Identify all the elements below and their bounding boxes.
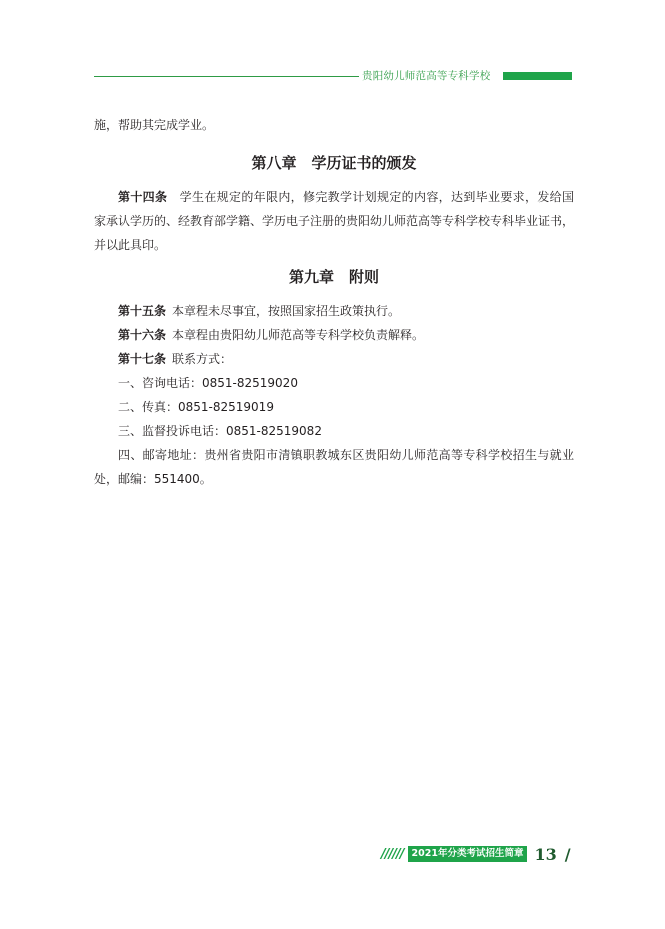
page-footer [381, 845, 571, 863]
header-accent-bar [503, 72, 572, 80]
footer-booklet-title: 2021年分类考试招生简章 [408, 846, 528, 862]
chapter-8-title: 第八章 学历证书的颁发 [251, 154, 417, 172]
contact-fax: 二、传真：0851-82519019 [118, 400, 274, 414]
article-15 [94, 299, 574, 323]
continuation-paragraph: 施，帮助其完成学业。 [94, 118, 215, 132]
contact-phone: 一、咨询电话：0851-82519020 [118, 376, 298, 390]
article-15-text: 本章程未尽事宜，按照国家招生政策执行。 [172, 304, 401, 318]
contact-complaint-phone: 三、监督投诉电话：0851-82519082 [118, 424, 322, 438]
article-14-label: 第十四条 [118, 190, 168, 204]
article-17-text: 联系方式： [172, 352, 233, 366]
article-14 [94, 185, 574, 257]
article-16 [94, 323, 574, 347]
article-14-text: 学生在规定的年限内，修完教学计划规定的内容，达到毕业要求，发给国家承认学历的、经教育部学籍、学历电子注册的贵阳幼儿师范高等专科学校专科毕业证书，并以此具印。 [94, 190, 575, 252]
page-number-slash: / [564, 844, 571, 864]
article-16-text: 本章程由贵阳幼儿师范高等专科学校负责解释。 [172, 328, 425, 342]
page-number: 13 [534, 844, 557, 864]
article-17-label: 第十七条 [118, 352, 167, 366]
footer-slash-decoration: ////// [381, 846, 404, 862]
article-17 [94, 347, 574, 371]
article-16-label: 第十六条 [118, 328, 167, 342]
chapter-9-title: 第九章 附则 [288, 268, 379, 286]
page-content [94, 113, 574, 491]
header-school-name: 贵阳幼儿师范高等专科学校 [362, 70, 491, 82]
contact-mailing-address: 四、邮寄地址：贵州省贵阳市清镇职教城东区贵阳幼儿师范高等专科学校招生与就业处，邮编：551400。 [94, 448, 574, 486]
article-15-label: 第十五条 [118, 304, 167, 318]
header-rule [94, 76, 359, 77]
